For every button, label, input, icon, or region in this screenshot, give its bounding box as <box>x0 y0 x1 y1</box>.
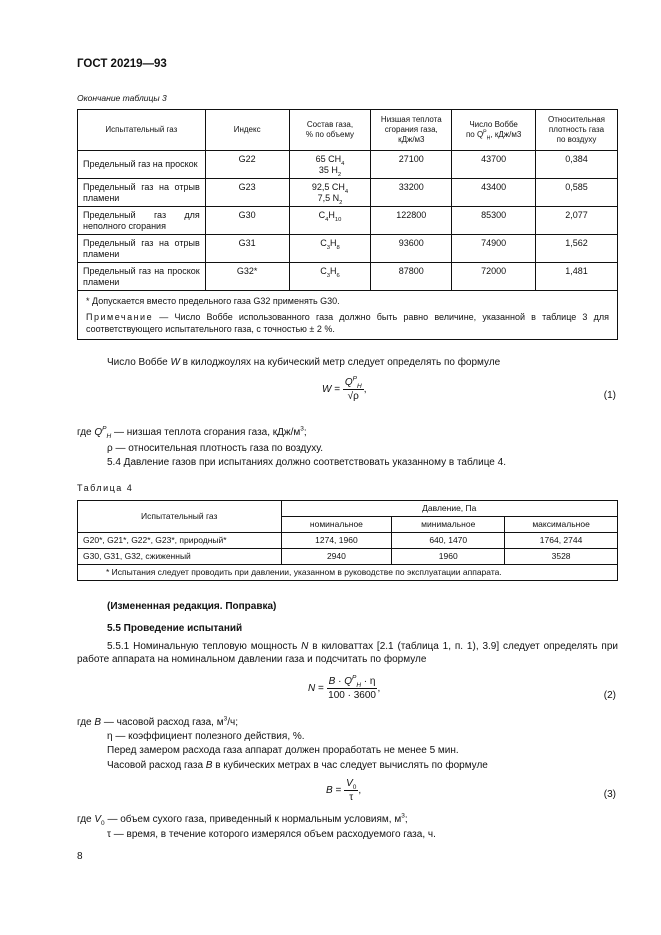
table4-caption: Таблица 4 <box>77 483 134 493</box>
cell-gas: Предельный газ на отрыв пламени <box>78 235 206 263</box>
cell-heat: 93600 <box>371 235 452 263</box>
header-density: Относительная плотность газа по воздуху <box>536 110 618 151</box>
cell-wobbe: 74900 <box>452 235 536 263</box>
cell-wobbe: 43400 <box>452 179 536 207</box>
table-row <box>78 533 618 549</box>
paragraph-5-min: Перед замером расхода газа аппарат должен проработать не менее 5 мин. <box>107 745 459 756</box>
cell-density: 0,585 <box>536 179 618 207</box>
cell-nominal: 1274, 1960 <box>281 533 392 549</box>
header-gas: Испытательный газ <box>78 110 206 151</box>
header-minimal: минимальное <box>392 517 505 533</box>
paragraph-wobbe: Число Воббе W в килоджоулях на кубический метр следует определять по формуле <box>107 357 501 368</box>
cell-heat: 33200 <box>371 179 452 207</box>
cell-density: 0,384 <box>536 151 618 179</box>
document-code: ГОСТ 20219—93 <box>77 58 167 70</box>
note-text: — Число Воббе использованного газа должно быть равно величине, указанной в таблице 3 для соответствующего испытательного газа, с точностью ± 2 %. <box>86 312 609 334</box>
table-row <box>78 549 618 565</box>
cell-index: G31 <box>205 235 289 263</box>
formula-3: B = $\frac{V_0}{\tau}$ , <box>326 778 362 803</box>
table-row <box>78 151 618 179</box>
page-number: 8 <box>77 851 83 862</box>
cell-index: G32* <box>205 263 289 291</box>
where-3-v: где $V_0$ — объем сухого газа, приведенный к нормальным условиям, $м^3$; <box>77 812 408 827</box>
cell-composition: $C_3H_8$ <box>289 235 371 263</box>
formula-2-number: (2) <box>603 690 616 701</box>
cell-gas: G20*, G21*, G22*, G23*, природный* <box>78 533 282 549</box>
cell-composition: 65 $CH_4$ 35 $H_2$ <box>289 151 371 179</box>
table3-footnote: * Допускается вместо предельного газа G32 применять G30. <box>86 296 340 306</box>
where-2-eta: η — коэффициент полезного действия, %. <box>107 731 305 742</box>
table3-note <box>86 311 609 335</box>
header-nominal: номинальное <box>281 517 392 533</box>
section-5-5-title: 5.5 Проведение испытаний <box>107 623 243 634</box>
table-row <box>78 179 618 207</box>
table-row <box>78 207 618 235</box>
cell-minimal: 640, 1470 <box>392 533 505 549</box>
cell-maximal: 1764, 2744 <box>505 533 618 549</box>
where-1-q: где $Q^P_H$ — низшая теплота сгорания газа, кДж/$м^3$; <box>77 425 307 440</box>
formula-2: N = $\frac{B \cdot Q^P_H \cdot \eta}{100 \cdot 3600}$ , <box>308 674 381 701</box>
header-gas: Испытательный газ <box>78 501 282 533</box>
table4-header-row <box>78 501 618 517</box>
cell-composition: $C_4H_{10}$ <box>289 207 371 235</box>
paragraph-5-4: 5.4 Давление газов при испытаниях должно соответствовать указанному в таблице 4. <box>107 457 506 468</box>
table3-caption: Окончание таблицы 3 <box>77 93 167 103</box>
table3-header-row <box>78 110 618 151</box>
cell-composition: $C_3H_6$ <box>289 263 371 291</box>
cell-heat: 87800 <box>371 263 452 291</box>
header-index: Индекс <box>205 110 289 151</box>
cell-wobbe: 72000 <box>452 263 536 291</box>
table4-footnote: * Испытания следует проводить при давлении, указанном в руководстве по эксплуатации аппарата. <box>78 565 618 581</box>
table4-footnote-row <box>78 565 618 581</box>
cell-heat: 27100 <box>371 151 452 179</box>
cell-heat: 122800 <box>371 207 452 235</box>
cell-gas: Предельный газ на проскок <box>78 151 206 179</box>
table-4 <box>77 500 618 581</box>
formula-1-number: (1) <box>603 390 616 401</box>
cell-density: 1,562 <box>536 235 618 263</box>
where-1-rho: ρ — относительная плотность газа по воздуху. <box>107 443 323 454</box>
formula-3-number: (3) <box>603 789 616 800</box>
formula-1: W = $\frac{Q^P_H}{√\rho}$ , <box>322 375 367 402</box>
header-wobbe: Число Воббе по $Q^P_H$, кДж/м3 <box>452 110 536 151</box>
where-3-tau: τ — время, в течение которого измерялся объем расходуемого газа, ч. <box>107 829 436 840</box>
header-heat: Низшая теплота сгорания газа, кДж/м3 <box>371 110 452 151</box>
cell-maximal: 3528 <box>505 549 618 565</box>
cell-gas: G30, G31, G32, сжиженный <box>78 549 282 565</box>
cell-minimal: 1960 <box>392 549 505 565</box>
cell-gas: Предельный газ на проскок пламени <box>78 263 206 291</box>
table3-footnote-row <box>78 291 618 340</box>
cell-composition: 92,5 $CH_4$ 7,5 $N_2$ <box>289 179 371 207</box>
table-3 <box>77 109 618 340</box>
amended-note: (Измененная редакция. Поправка) <box>107 601 277 612</box>
cell-wobbe: 43700 <box>452 151 536 179</box>
header-pressure: Давление, Па <box>281 501 617 517</box>
cell-wobbe: 85300 <box>452 207 536 235</box>
cell-density: 1,481 <box>536 263 618 291</box>
where-2-b: где B — часовой расход газа, $м^3/ч$; <box>77 715 239 728</box>
cell-nominal: 2940 <box>281 549 392 565</box>
paragraph-5-5-1: 5.5.1 Номинальную тепловую мощность N в киловаттах [2.1 (таблица 1, п. 1), 3.9] следует определять при работе аппарата на номинальном давлении газа и подсчитать по формуле <box>77 641 618 665</box>
table-row <box>78 235 618 263</box>
header-composition: Состав газа, % по объему <box>289 110 371 151</box>
cell-index: G22 <box>205 151 289 179</box>
paragraph-hourly: Часовой расход газа B в кубических метрах в час следует вычислять по формуле <box>107 760 488 771</box>
header-maximal: максимальное <box>505 517 618 533</box>
note-label: Примечание <box>86 312 154 322</box>
cell-density: 2,077 <box>536 207 618 235</box>
table3-footnotes <box>78 291 618 340</box>
cell-index: G23 <box>205 179 289 207</box>
cell-index: G30 <box>205 207 289 235</box>
table-row <box>78 263 618 291</box>
cell-gas: Предельный газ для неполного сгорания <box>78 207 206 235</box>
cell-gas: Предельный газ на отрыв пламени <box>78 179 206 207</box>
